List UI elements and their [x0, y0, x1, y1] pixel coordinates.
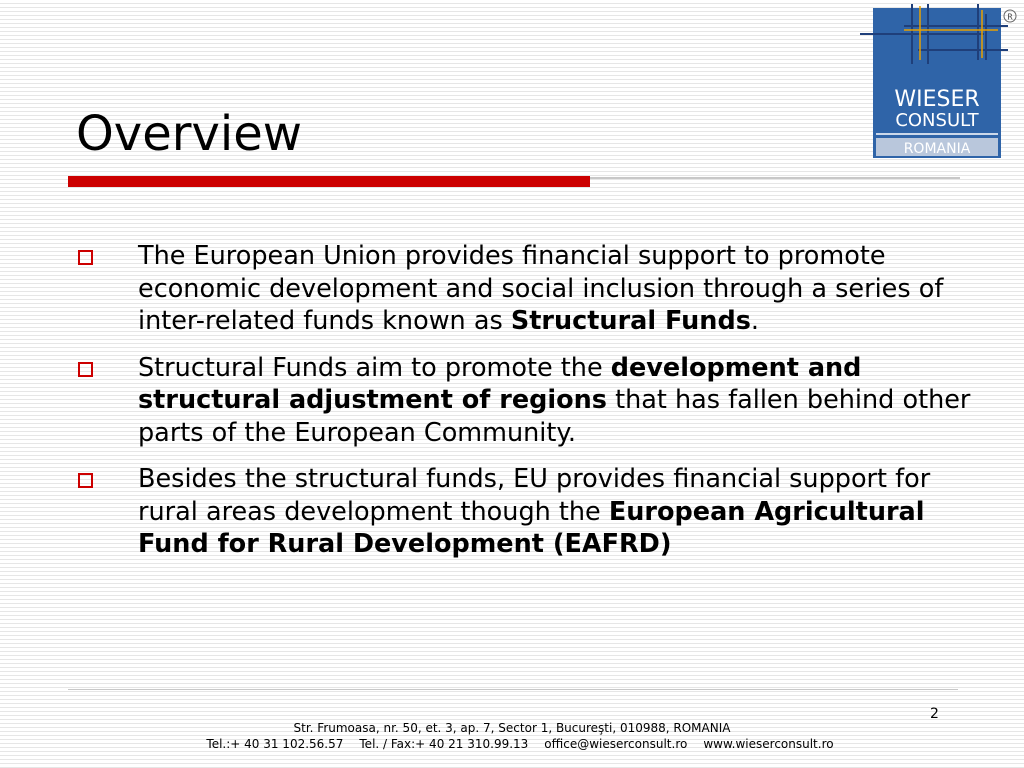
footer-rule — [68, 689, 958, 690]
page-number: 2 — [930, 706, 939, 722]
bullet-text-part: Structural Funds aim to promote the — [138, 352, 611, 383]
title-rule-grey — [590, 177, 960, 179]
square-bullet-icon — [78, 362, 93, 377]
bullet-text-part: The European Union provides financial support to promote economic development and social inclusion through a series of inter-related funds known as — [138, 241, 944, 336]
bullet-item — [76, 240, 996, 338]
logo-text-romania: ROMANIA — [903, 141, 971, 157]
footer-contacts — [0, 736, 1024, 752]
square-bullet-icon — [78, 250, 93, 265]
wieser-consult-logo — [858, 0, 1018, 162]
bullet-item — [76, 352, 996, 450]
bullet-text-bold: development and structural adjustment of regions — [138, 352, 862, 415]
bullet-list — [76, 240, 996, 575]
footer-fax: Tel. / Fax:+ 40 21 310.99.13 — [359, 737, 529, 751]
bullet-text-part: that has fallen behind other parts of the European Community. — [138, 385, 971, 448]
bullet-text-bold: Structural Funds — [510, 306, 751, 336]
title-rule-red — [68, 176, 590, 187]
bullet-item — [76, 463, 996, 561]
square-bullet-icon — [78, 473, 93, 488]
footer-website[interactable]: www.wieserconsult.ro — [703, 737, 834, 751]
footer-email[interactable]: office@wieserconsult.ro — [544, 737, 688, 751]
logo-text-consult: CONSULT — [895, 110, 979, 131]
bullet-text-part: Besides the structural funds, EU provides financial support for rural areas development though the — [138, 464, 931, 527]
bullet-text-bold: European Agricultural Fund for Rural Development (EAFRD) — [138, 496, 925, 559]
logo-text-wieser: WIESER — [894, 87, 980, 112]
footer-tel: Tel.:+ 40 31 102.56.57 — [206, 737, 344, 751]
footer-address: Str. Frumoasa, nr. 50, et. 3, ap. 7, Sector 1, Bucureşti, 010988, ROMANIA — [293, 721, 731, 735]
bullet-text-part: . — [750, 306, 759, 336]
slide-title: Overview — [76, 106, 302, 162]
registered-mark: R — [1007, 12, 1013, 22]
